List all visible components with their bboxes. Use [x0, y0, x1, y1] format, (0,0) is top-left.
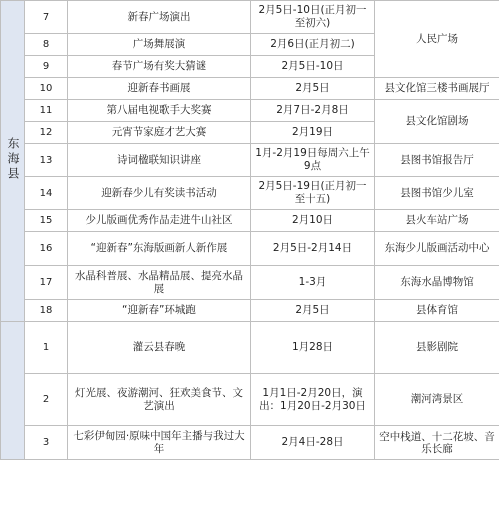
row-number: 7: [25, 1, 68, 34]
row-number: 1: [25, 322, 68, 374]
event-venue: 空中栈道、十二花坡、音乐长廊: [375, 426, 499, 460]
event-name: 诗词楹联知识讲座: [68, 144, 251, 177]
event-venue: 县文化馆三楼书画展厅: [375, 78, 499, 100]
event-time: 2月5日-10日(正月初一至初六): [251, 1, 375, 34]
table-row: [1, 322, 499, 374]
event-name: 新春广场演出: [68, 1, 251, 34]
table-row: [1, 426, 499, 460]
event-name: 灯光展、夜游潮河、狂欢美食节、文艺演出: [68, 374, 251, 426]
event-name: 灌云县春晚: [68, 322, 251, 374]
table-row: [1, 300, 499, 322]
event-time: 1-3月: [251, 266, 375, 300]
event-venue: 县文化馆剧场: [375, 100, 499, 144]
row-number: 16: [25, 232, 68, 266]
event-time: 2月19日: [251, 122, 375, 144]
event-venue: 县火车站广场: [375, 210, 499, 232]
event-venue: 县影剧院: [375, 322, 499, 374]
event-time: 2月4日-28日: [251, 426, 375, 460]
row-number: 18: [25, 300, 68, 322]
event-name: 元宵节家庭才艺大赛: [68, 122, 251, 144]
event-time: 1月-2月19日每周六上午9点: [251, 144, 375, 177]
row-number: 14: [25, 177, 68, 210]
row-number: 3: [25, 426, 68, 460]
event-time: 2月6日(正月初二): [251, 34, 375, 56]
county-cell: [1, 322, 25, 460]
event-name: 第八届电视歌手大奖赛: [68, 100, 251, 122]
row-number: 12: [25, 122, 68, 144]
row-number: 10: [25, 78, 68, 100]
event-venue: 县图书馆少儿室: [375, 177, 499, 210]
county-cell: [1, 1, 25, 322]
row-number: 11: [25, 100, 68, 122]
row-number: 2: [25, 374, 68, 426]
event-venue: 东海水晶博物馆: [375, 266, 499, 300]
event-name: 广场舞展演: [68, 34, 251, 56]
table-row: [1, 266, 499, 300]
county-name: 东海县: [6, 136, 20, 182]
table-row: [1, 78, 499, 100]
row-number: 17: [25, 266, 68, 300]
event-time: 2月10日: [251, 210, 375, 232]
table-row: [1, 374, 499, 426]
table-row: [1, 100, 499, 122]
event-name: 春节广场有奖大猜谜: [68, 56, 251, 78]
event-venue: 人民广场: [375, 1, 499, 78]
event-name: 七彩伊甸园·原味中国年主播与我过大年: [68, 426, 251, 460]
table-row: [1, 210, 499, 232]
event-time: 2月7日-2月8日: [251, 100, 375, 122]
row-number: 13: [25, 144, 68, 177]
event-time: 2月5日: [251, 300, 375, 322]
event-name: 水晶科普展、水晶精品展、提亮水晶展: [68, 266, 251, 300]
event-name: 少儿版画优秀作品走进牛山社区: [68, 210, 251, 232]
table-row: [1, 1, 499, 34]
event-time: 2月5日-2月14日: [251, 232, 375, 266]
event-name: “迎新春”东海版画新人新作展: [68, 232, 251, 266]
event-time: 2月5日: [251, 78, 375, 100]
row-number: 9: [25, 56, 68, 78]
event-name: 迎新春书画展: [68, 78, 251, 100]
event-time: 1月28日: [251, 322, 375, 374]
event-name: “迎新春”环城跑: [68, 300, 251, 322]
row-number: 15: [25, 210, 68, 232]
event-time: 2月5日-19日(正月初一至十五): [251, 177, 375, 210]
event-time: 1月1日-2月20日，演出：1月20日-2月30日: [251, 374, 375, 426]
table-row: [1, 144, 499, 177]
row-number: 8: [25, 34, 68, 56]
table-row: [1, 177, 499, 210]
event-venue: 东海少儿版画活动中心: [375, 232, 499, 266]
event-name: 迎新春少儿有奖读书活动: [68, 177, 251, 210]
table-row: [1, 232, 499, 266]
event-venue: 县体育馆: [375, 300, 499, 322]
event-venue: 县图书馆报告厅: [375, 144, 499, 177]
event-venue: 潮河湾景区: [375, 374, 499, 426]
event-time: 2月5日-10日: [251, 56, 375, 78]
